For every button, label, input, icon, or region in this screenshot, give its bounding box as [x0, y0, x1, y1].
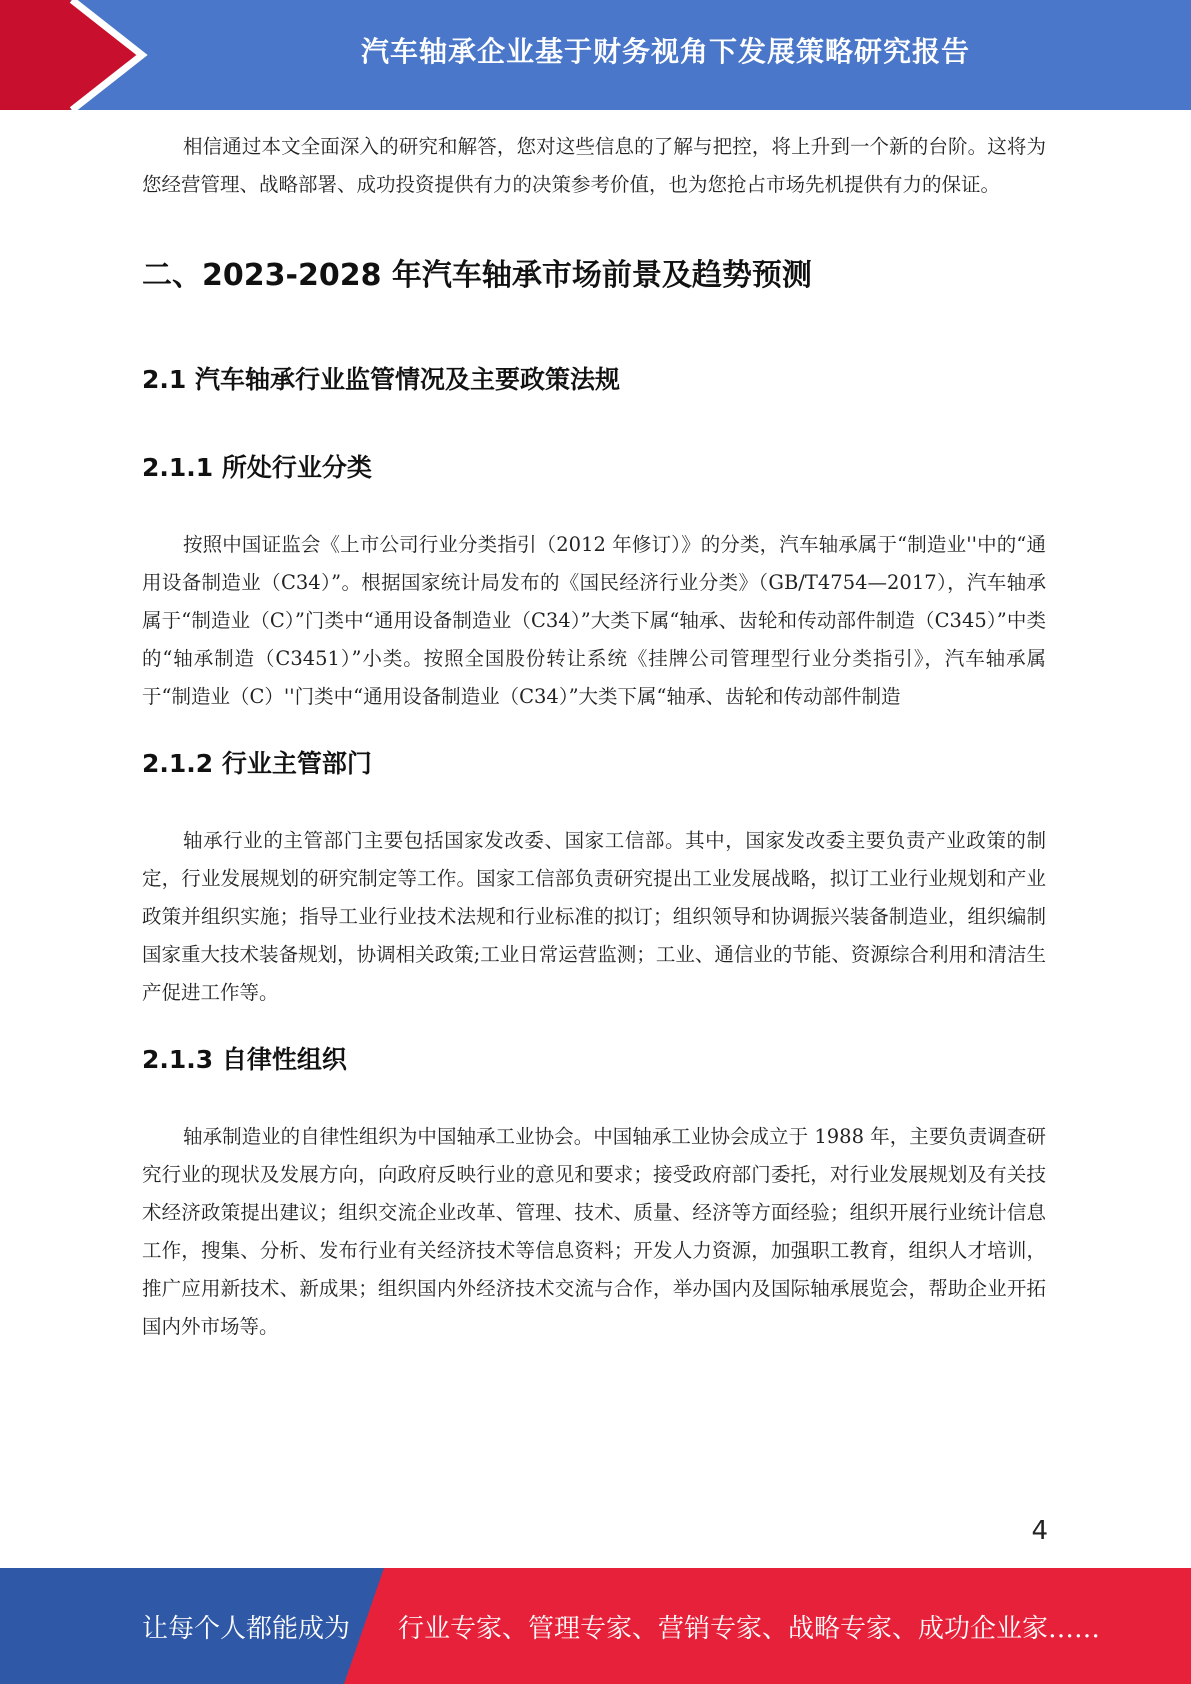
subsubsection-title-classification: 2.1.1 所处行业分类 — [142, 453, 372, 482]
page-header — [0, 0, 1191, 110]
header-title: 汽车轴承企业基于财务视角下发展策略研究报告 — [360, 35, 970, 68]
footer-slogan-right: 行业专家、管理专家、营销专家、战略专家、成功企业家…… — [398, 1613, 1101, 1644]
subsubsection-title-authority: 2.1.2 行业主管部门 — [142, 749, 372, 778]
page-footer — [0, 1568, 1191, 1684]
page-number: 4 — [1031, 1516, 1048, 1546]
document-body — [142, 128, 1046, 1346]
subsection-title: 2.1 汽车轴承行业监管情况及主要政策法规 — [142, 365, 620, 394]
subsubsection-title-self-regulatory: 2.1.3 自律性组织 — [142, 1045, 347, 1074]
footer-slogan-left: 让每个人都能成为 — [142, 1613, 351, 1644]
self-regulatory-paragraph: 轴承制造业的自律性组织为中国轴承工业协会。中国轴承工业协会成立于 1988 年，主要负责调查研究行业的现状及发展方向，向政府反映行业的意见和要求；接受政府部门委托，对行业发展规划及有关技术经济政策提出建议；组织交流企业改革、管理、技术、质量、经济等方面经验；组织开展行业统计信息工作，搜集、分析、发布行业有关经济技术等信息资料；开发人力资源，加强职工教育，组织人才培训，推广应用新技术、新成果；组织国内外经济技术交流与合作，举办国内及国际轴承展览会，帮助企业开拓国内外市场等。 — [142, 1125, 1046, 1338]
classification-paragraph: 按照中国证监会《上市公司行业分类指引（2012 年修订）》的分类，汽车轴承属于“制造业''中的“通用设备制造业（C34）”。根据国家统计局发布的《国民经济行业分类》（GB/T4754—2017），汽车轴承属于“制造业（C）”门类中“通用设备制造业（C34）”大类下属“轴承、齿轮和传动部件制造（C345）”中类的“轴承制造（C3451）”小类。按照全国股份转让系统《挂牌公司管理型行业分类指引》，汽车轴承属于“制造业（C）''门类中“通用设备制造业（C34）”大类下属“轴承、齿轮和传动部件制造 — [142, 533, 1046, 708]
section-title: 二、2023-2028 年汽车轴承市场前景及趋势预测 — [142, 258, 812, 293]
intro-paragraph: 相信通过本文全面深入的研究和解答，您对这些信息的了解与把控，将上升到一个新的台阶。这将为您经营管理、战略部署、成功投资提供有力的决策参考价值，也为您抢占市场先机提供有力的保证。 — [142, 135, 1046, 196]
authority-paragraph: 轴承行业的主管部门主要包括国家发改委、国家工信部。其中，国家发改委主要负责产业政策的制定，行业发展规划的研究制定等工作。国家工信部负责研究提出工业发展战略，拟订工业行业规划和产业政策并组织实施；指导工业行业技术法规和行业标准的拟订；组织领导和协调振兴装备制造业，组织编制国家重大技术装备规划，协调相关政策;工业日常运营监测；工业、通信业的节能、资源综合利用和清洁生产促进工作等。 — [142, 829, 1046, 1004]
